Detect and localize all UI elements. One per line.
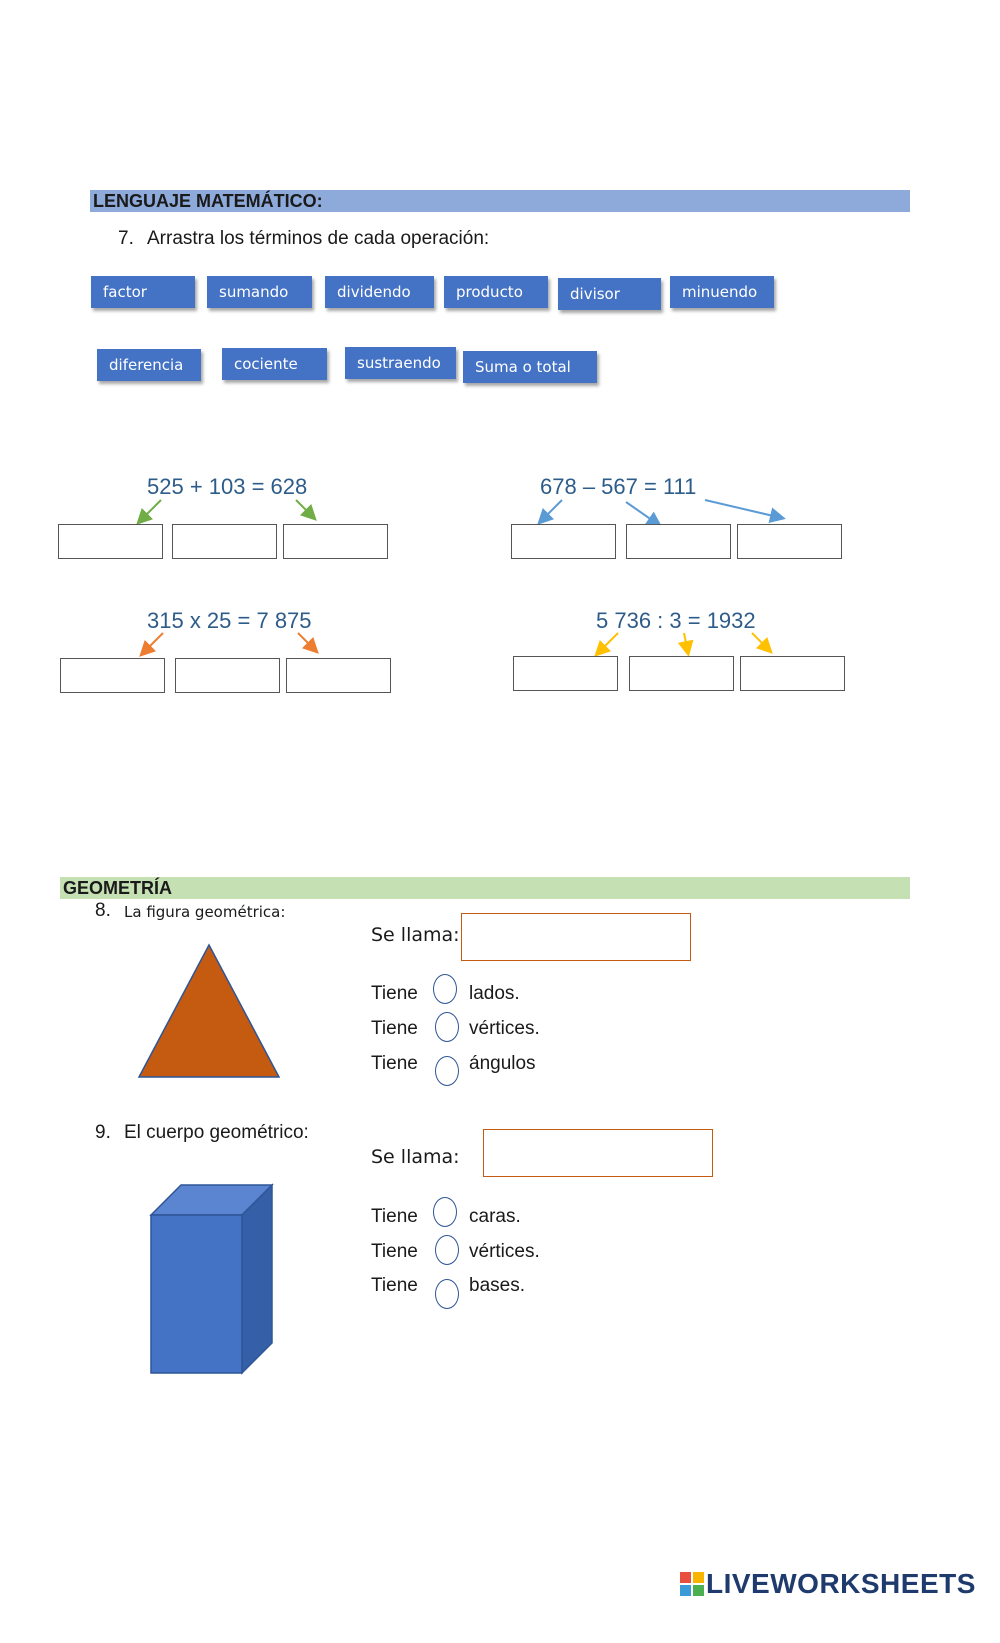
- question-8-number: 8.: [95, 900, 111, 921]
- q8-row1-prefix: Tiene: [371, 983, 418, 1004]
- chip-sustraendo[interactable]: sustraendo: [345, 347, 456, 379]
- chip-diferencia[interactable]: diferencia: [97, 349, 201, 381]
- chip-producto[interactable]: producto: [444, 276, 548, 308]
- q9-row3-suffix: bases.: [469, 1275, 525, 1296]
- q9-vertices-input[interactable]: [435, 1235, 459, 1265]
- question-8-text: La figura geométrica:: [124, 903, 286, 921]
- equation-subtraction: 678 – 567 = 111: [540, 474, 697, 499]
- section-title-math-language: LENGUAJE MATEMÁTICO:: [90, 190, 910, 212]
- q8-row3-prefix: Tiene: [371, 1053, 418, 1074]
- liveworksheets-logo-icon: [680, 1572, 704, 1596]
- chip-suma-o-total[interactable]: Suma o total: [463, 351, 597, 383]
- footer-brand: LIVEWORKSHEETS: [706, 1568, 976, 1599]
- q8-row3-suffix: ángulos: [469, 1053, 536, 1074]
- q9-row2-suffix: vértices.: [469, 1241, 540, 1262]
- q9-row2-prefix: Tiene: [371, 1241, 418, 1262]
- chip-factor[interactable]: factor: [91, 276, 195, 308]
- q9-name-input[interactable]: [483, 1129, 713, 1177]
- q9-faces-input[interactable]: [433, 1197, 457, 1227]
- question-9-number: 9.: [95, 1122, 111, 1143]
- q8-name-label: Se llama:: [371, 924, 460, 946]
- chip-dividendo[interactable]: dividendo: [325, 276, 434, 308]
- equation-addition: 525 + 103 = 628: [147, 474, 308, 499]
- question-9-text: El cuerpo geométrico:: [124, 1122, 309, 1143]
- q9-name-label: Se llama:: [371, 1146, 460, 1168]
- question-7-number: 7.: [118, 228, 134, 249]
- q9-row1-prefix: Tiene: [371, 1206, 418, 1227]
- q9-row3-prefix: Tiene: [371, 1275, 418, 1296]
- q8-row2-suffix: vértices.: [469, 1018, 540, 1039]
- q8-row1-suffix: lados.: [469, 983, 520, 1004]
- chip-sumando[interactable]: sumando: [207, 276, 312, 308]
- section-title-geometry: GEOMETRÍA: [60, 877, 910, 899]
- chip-cociente[interactable]: cociente: [222, 348, 327, 380]
- chip-divisor[interactable]: divisor: [558, 278, 661, 310]
- chip-minuendo[interactable]: minuendo: [670, 276, 774, 308]
- question-7-instruction: Arrastra los términos de cada operación:: [147, 228, 490, 249]
- q8-row2-prefix: Tiene: [371, 1018, 418, 1039]
- equation-multiplication: 315 x 25 = 7 875: [147, 608, 312, 633]
- equation-division: 5 736 : 3 = 1932: [596, 608, 756, 633]
- q9-bases-input[interactable]: [435, 1279, 459, 1309]
- q9-row1-suffix: caras.: [469, 1206, 521, 1227]
